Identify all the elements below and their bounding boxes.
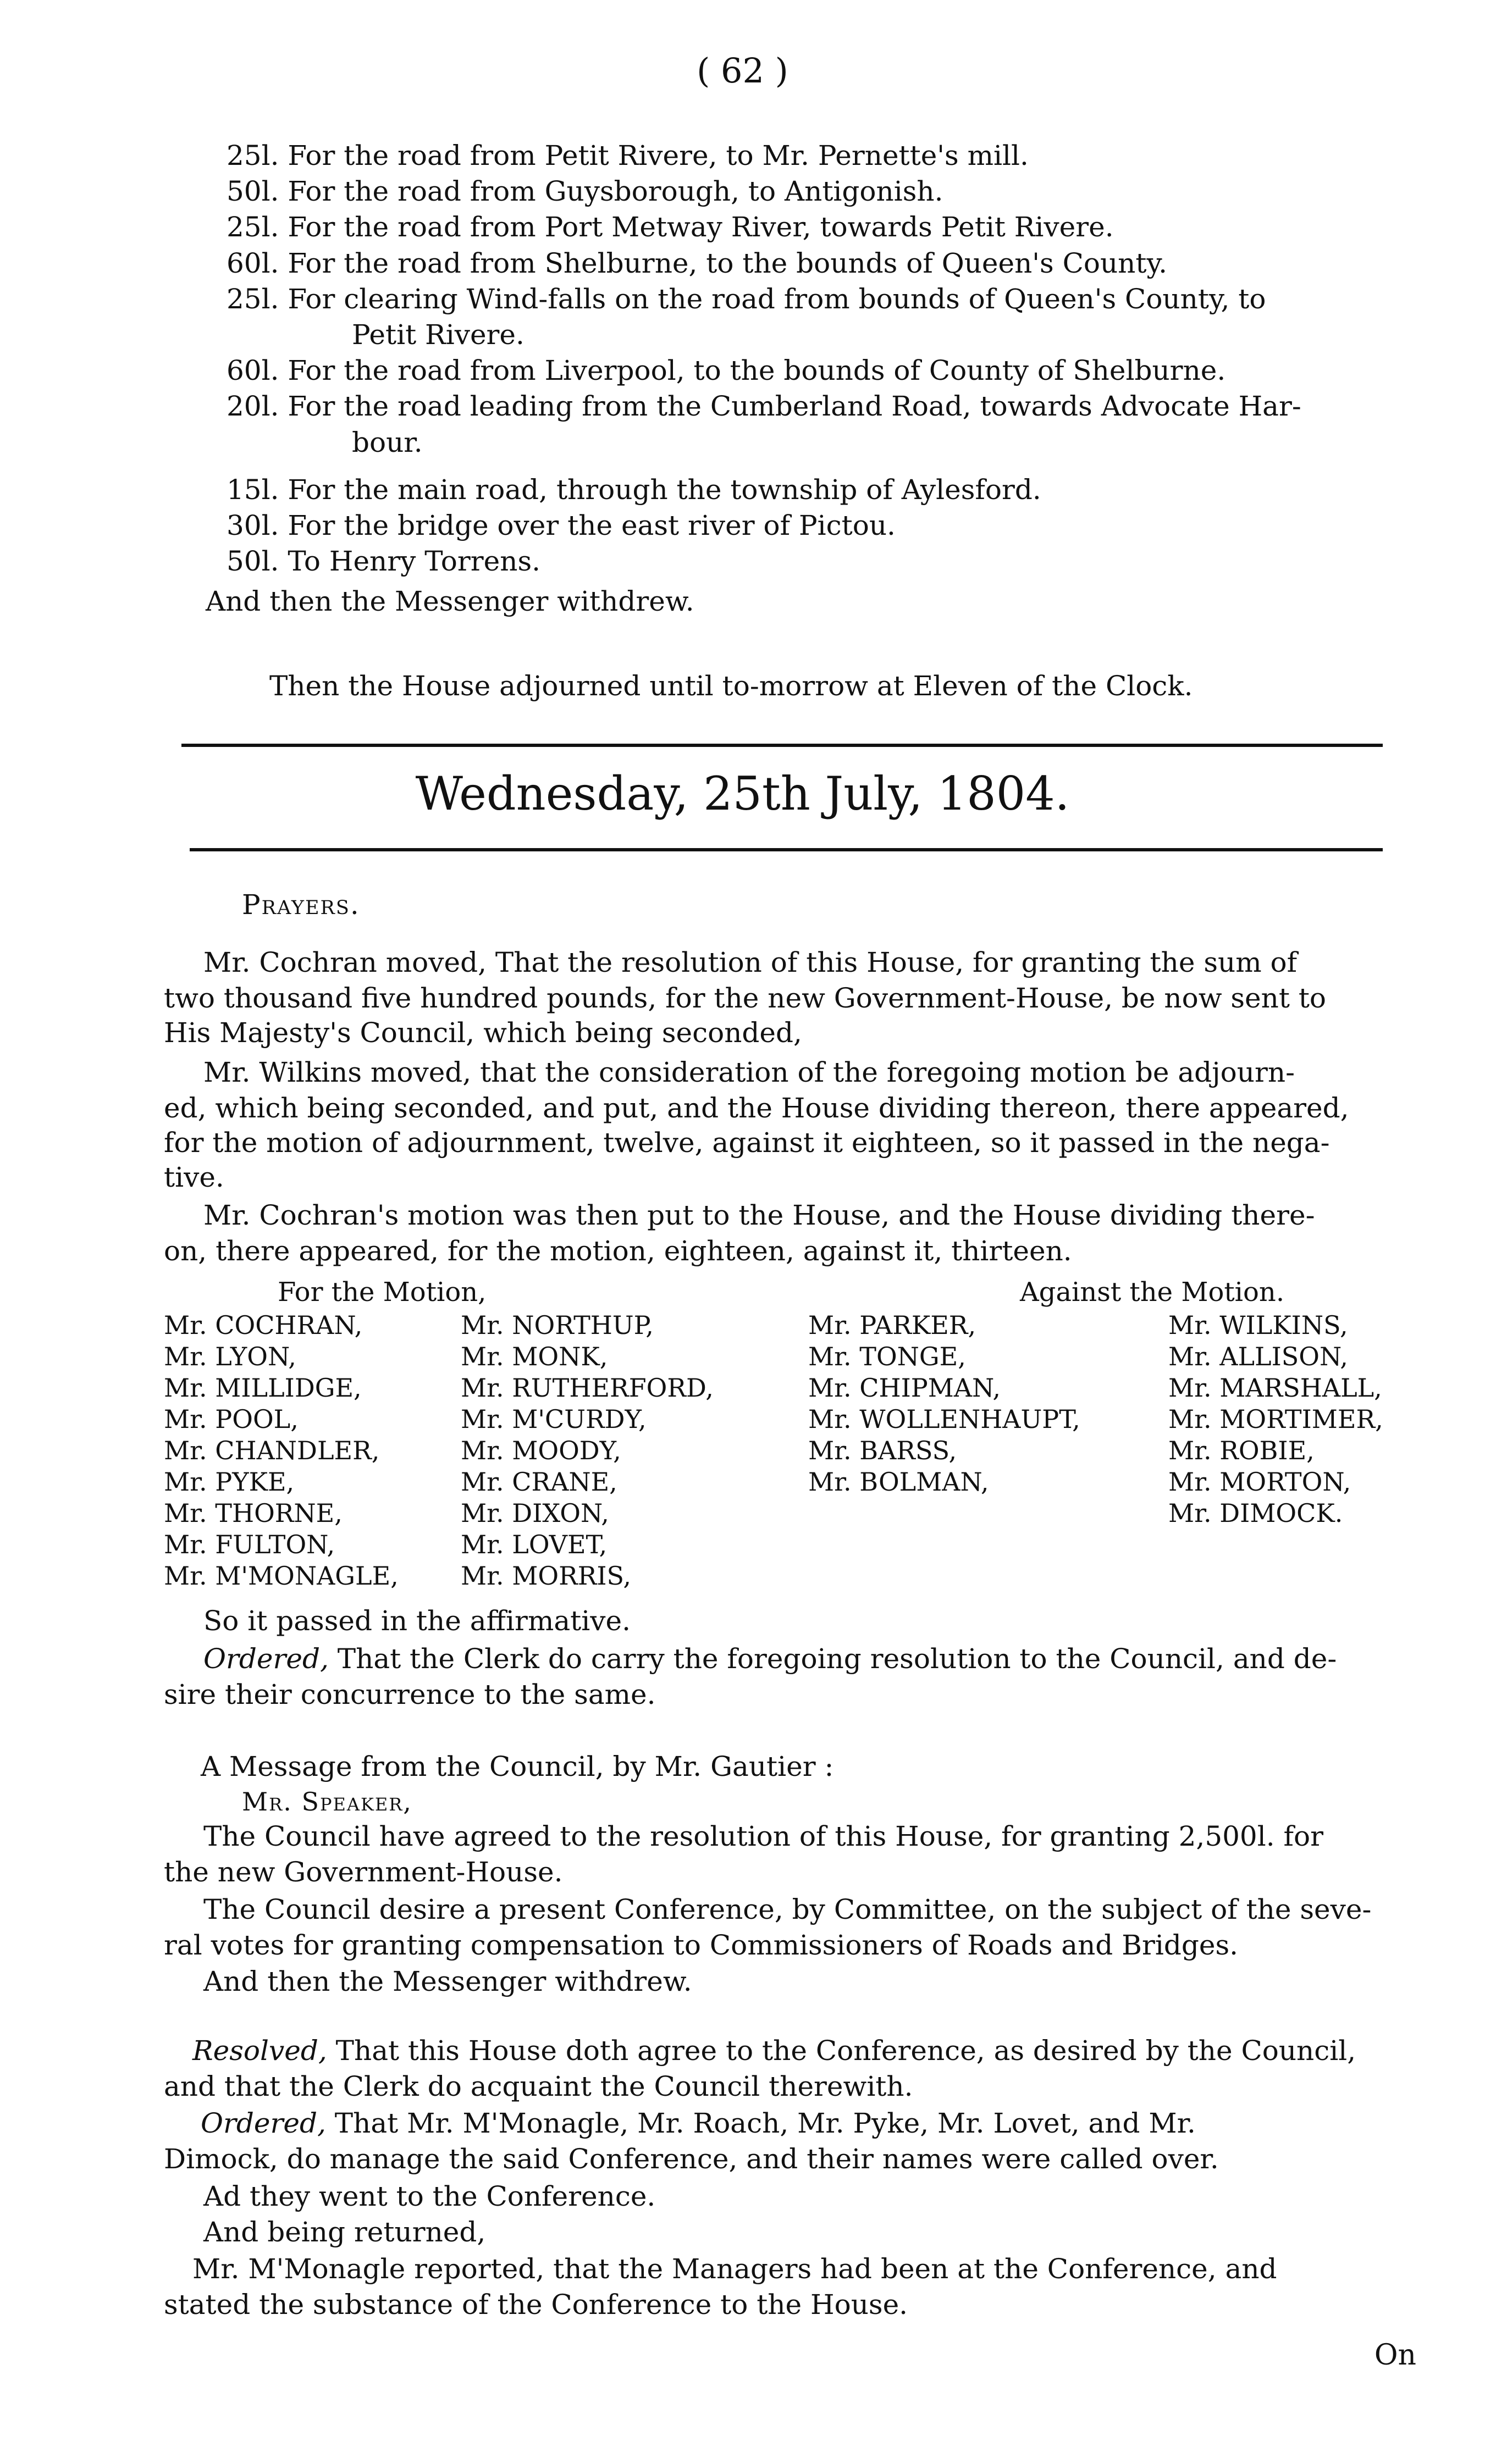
member-name: Mr. PYKE,	[164, 1467, 295, 1497]
grant-line: 60l. For the road from Shelburne, to the bounds of Queen's County.	[227, 247, 1167, 279]
page-number: ( 62 )	[697, 51, 788, 91]
paragraph-line: The Council desire a present Conference, by Committee, on the subject of the seve-	[203, 1893, 1372, 1925]
member-name: Mr. LOVET,	[461, 1530, 608, 1559]
paragraph-line: on, there appeared, for the motion, eighteen, against it, thirteen.	[164, 1235, 1072, 1267]
grant-line: 50l. To Henry Torrens.	[227, 545, 541, 577]
date-heading: Wednesday, 25th July, 1804.	[415, 767, 1070, 821]
for-motion-header: For the Motion,	[278, 1277, 487, 1308]
ordered-label: Ordered,	[203, 1643, 329, 1675]
member-name: Mr. MONK,	[461, 1342, 608, 1371]
paragraph-line: and that the Clerk do acquaint the Council therewith.	[164, 2070, 913, 2102]
member-name: Mr. WILKINS,	[1168, 1310, 1348, 1340]
member-name: Mr. THORNE,	[164, 1498, 343, 1528]
member-name: Mr. NORTHUP,	[461, 1310, 654, 1340]
paragraph-line: ral votes for granting compensation to Commissioners of Roads and Bridges.	[164, 1929, 1239, 1961]
member-name: Mr. LYON,	[164, 1342, 296, 1371]
member-name: Mr. DIXON,	[461, 1498, 609, 1528]
paragraph-line: His Majesty's Council, which being seconded,	[164, 1017, 802, 1049]
messenger-withdrew: And then the Messenger withdrew.	[203, 1965, 692, 1997]
member-name: Mr. ALLISON,	[1168, 1342, 1348, 1371]
member-name: Mr. FULTON,	[164, 1530, 335, 1559]
paragraph-line: ed, which being seconded, and put, and the House dividing thereon, there appeared,	[164, 1092, 1349, 1124]
paragraph-line: The Council have agreed to the resolution of this House, for granting 2,500l. for	[203, 1820, 1324, 1852]
for-column-1	[164, 1310, 399, 1592]
grant-line: bour.	[352, 427, 423, 458]
for-column-2	[461, 1310, 714, 1592]
paragraph-line: Mr. Wilkins moved, that the consideration of the foregoing motion be adjourn-	[203, 1056, 1295, 1088]
member-name: Mr. CRANE,	[461, 1467, 617, 1497]
adjournment-line: Then the House adjourned until to-morrow at Eleven of the Clock.	[269, 670, 1193, 702]
paragraph-line: Mr. M'Monagle reported, that the Managers had been at the Conference, and	[192, 2253, 1277, 2285]
member-name: Mr. PARKER,	[808, 1310, 976, 1340]
affirmative-line: So it passed in the affirmative.	[203, 1605, 631, 1637]
member-name: Mr. BOLMAN,	[808, 1467, 989, 1497]
member-name: Mr. MORTON,	[1168, 1467, 1351, 1497]
member-name: Mr. M'MONAGLE,	[164, 1561, 399, 1591]
grant-line: 25l. For the road from Port Metway River, towards Petit Rivere.	[227, 211, 1114, 243]
bottom-rule	[190, 848, 1383, 851]
speaker-address: Mr. Speaker,	[242, 1787, 412, 1817]
member-name: Mr. M'CURDY,	[461, 1404, 647, 1434]
member-name: Mr. MOODY,	[461, 1436, 621, 1465]
resolved-line	[192, 2034, 1356, 2068]
paragraph-line: Mr. Cochran moved, That the resolution of this House, for granting the sum of	[203, 946, 1298, 978]
member-name: Mr. POOL,	[164, 1404, 299, 1434]
paragraph-line: the new Government-House.	[164, 1856, 563, 1888]
grant-line: 20l. For the road leading from the Cumberland Road, towards Advocate Har-	[227, 390, 1301, 422]
member-name: Mr. ROBIE,	[1168, 1436, 1315, 1465]
ordered-text: That Mr. M'Monagle, Mr. Roach, Mr. Pyke, Mr. Lovet, and Mr.	[334, 2107, 1196, 2139]
paragraph-line: Dimock, do manage the said Conference, and their names were called over.	[164, 2143, 1219, 2175]
paragraph-line: tive.	[164, 1161, 224, 1193]
ordered-line	[203, 1642, 1337, 1676]
paragraph-line: two thousand five hundred pounds, for the new Government-House, be now sent to	[164, 982, 1327, 1014]
member-name: Mr. MORRIS,	[461, 1561, 632, 1591]
grant-line: 50l. For the road from Guysborough, to Antigonish.	[227, 175, 943, 207]
resolved-label: Resolved,	[192, 2035, 327, 2067]
message-intro: A Message from the Council, by Mr. Gautier :	[201, 1751, 834, 1782]
grant-line: Petit Rivere.	[352, 319, 525, 351]
member-name: Mr. TONGE,	[808, 1342, 966, 1371]
against-motion-header: Against the Motion.	[1020, 1277, 1285, 1308]
member-name: Mr. DIMOCK.	[1168, 1498, 1343, 1528]
against-column-2	[1168, 1310, 1383, 1529]
member-name: Mr. MILLIDGE,	[164, 1373, 362, 1403]
against-column-1	[808, 1310, 1080, 1498]
grant-line: 30l. For the bridge over the east river of Pictou.	[227, 510, 896, 541]
member-name: Mr. RUTHERFORD,	[461, 1373, 714, 1403]
ordered-text: That the Clerk do carry the foregoing resolution to the Council, and de-	[337, 1643, 1337, 1675]
member-name: Mr. WOLLENHAUPT,	[808, 1404, 1080, 1434]
top-rule	[181, 744, 1383, 747]
messenger-withdrew: And then the Messenger withdrew.	[206, 585, 694, 617]
member-name: Mr. CHIPMAN,	[808, 1373, 1001, 1403]
grant-line: 15l. For the main road, through the township of Aylesford.	[227, 474, 1041, 506]
member-name: Mr. COCHRAN,	[164, 1310, 363, 1340]
member-name: Mr. MORTIMER,	[1168, 1404, 1383, 1434]
paragraph-line: sire their concurrence to the same.	[164, 1679, 656, 1710]
grant-line: 25l. For clearing Wind-falls on the road from bounds of Queen's County, to	[227, 283, 1266, 315]
paragraph-line: Mr. Cochran's motion was then put to the House, and the House dividing there-	[203, 1199, 1315, 1231]
grant-line: 60l. For the road from Liverpool, to the bounds of County of Shelburne.	[227, 355, 1226, 386]
member-name: Mr. CHANDLER,	[164, 1436, 380, 1465]
paragraph-line: And being returned,	[203, 2216, 486, 2248]
paragraph-line: stated the substance of the Conference to the House.	[164, 2289, 908, 2321]
member-name: Mr. MARSHALL,	[1168, 1373, 1382, 1403]
paragraph-line: for the motion of adjournment, twelve, against it eighteen, so it passed in the nega-	[164, 1127, 1330, 1159]
paragraph-line: Ad they went to the Conference.	[203, 2180, 656, 2212]
ordered-label: Ordered,	[201, 2107, 326, 2139]
catchword: On	[1374, 2339, 1416, 2372]
ordered-line	[201, 2106, 1196, 2140]
prayers: Prayers.	[242, 889, 360, 921]
member-name: Mr. BARSS,	[808, 1436, 957, 1465]
resolved-text: That this House doth agree to the Conference, as desired by the Council,	[335, 2035, 1356, 2067]
grant-line: 25l. For the road from Petit Rivere, to Mr. Pernette's mill.	[227, 140, 1029, 171]
